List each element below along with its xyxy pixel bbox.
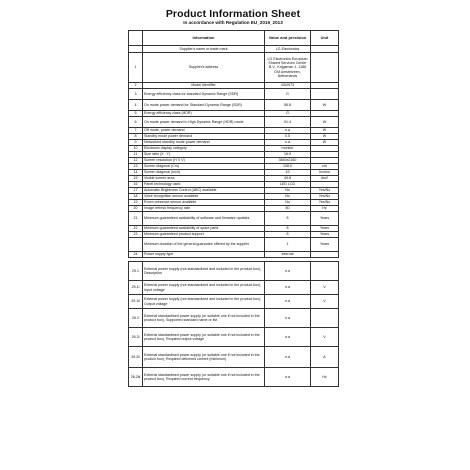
row-information: Supplier's name or trade mark [143, 46, 265, 53]
row-value: 8 [265, 226, 311, 232]
row-value: LG Electronics European Shared Services Center B.V., Krijgsman 1, 1186 DM Amstelveen, Netherlands [265, 53, 311, 83]
row-information: Off mode, power demand [143, 128, 265, 134]
row-information: Minimum duration of the general guarantee offered by the supplier [143, 238, 265, 252]
row-number: 14 [129, 170, 143, 176]
row-information: Standby mode power demand [143, 134, 265, 140]
row-information: Screen diagonal (Cm) [143, 164, 265, 170]
row-unit: cm [311, 164, 339, 170]
row-information: Networked standby mode power demand [143, 140, 265, 146]
row-information: Energy efficiency class (HDR) [143, 111, 265, 117]
row-value: 60 [265, 206, 311, 212]
row-information: Screen resolution (H X V) [143, 158, 265, 164]
row-information: On mode power demand for Standard Dynamic Range (SDR) [143, 100, 265, 111]
row-value: No [265, 194, 311, 200]
row-information: External standardised power supply (or suitable one if not included in the product box), Required current frequency [143, 368, 265, 387]
row-unit: Inches [311, 170, 339, 176]
row-value: 3840x2160 [265, 158, 311, 164]
row-value: LED LCD [265, 182, 311, 188]
row-value: n.a [265, 368, 311, 387]
row-number: 1 [129, 53, 143, 83]
row-unit: Years [311, 232, 339, 238]
table-row [129, 309, 339, 328]
row-information: External power supply (not standardized and included in the product box), Output voltage [143, 295, 265, 309]
table-row [129, 252, 339, 258]
row-unit [311, 309, 339, 328]
row-number: 5 [129, 111, 143, 117]
row-unit: Hz [311, 368, 339, 387]
row-value: n.a [265, 140, 311, 146]
row-value: internal [265, 252, 311, 258]
row-value: 8 [265, 212, 311, 226]
row-value: monitor [265, 146, 311, 152]
row-number: 8 [129, 134, 143, 140]
row-number: 10 [129, 146, 143, 152]
row-information: Room presence sensor available [143, 200, 265, 206]
row-value: G [265, 89, 311, 100]
row-information: Power supply type [143, 252, 265, 258]
row-information: External power supply (not standardized and included in the product box), Input voltage [143, 281, 265, 295]
row-information: Automatic Brightness Control (ABC) available [143, 188, 265, 194]
row-unit: Yes/No [311, 188, 339, 194]
row-value: 8 [265, 232, 311, 238]
row-value: 1 [265, 238, 311, 252]
row-number [129, 238, 143, 252]
row-information: Minimum guaranteed availability of software and firmware updates [143, 212, 265, 226]
table-row [129, 212, 339, 226]
row-number: 23 [129, 232, 143, 238]
info-table-power-supply [128, 261, 339, 387]
row-information: External power supply (not standardized and included in the product box), Description [143, 262, 265, 281]
row-number: 25.1ii [129, 295, 143, 309]
row-value: 108.0 [265, 164, 311, 170]
row-value: 43UN73 [265, 83, 311, 89]
row-information: Electronic display category [143, 146, 265, 152]
row-information: Image refresh frequency rate [143, 206, 265, 212]
sheet-title: Product Information Sheet [165, 8, 301, 20]
row-unit: V [311, 281, 339, 295]
row-number: 17 [129, 188, 143, 194]
row-value: 91.4 [265, 117, 311, 128]
row-unit: A [311, 347, 339, 368]
row-number: 12 [129, 158, 143, 164]
row-number: 25.1i [129, 281, 143, 295]
row-unit: V [311, 295, 339, 309]
row-value: No [265, 200, 311, 206]
row-unit: W [311, 100, 339, 111]
table-row [129, 281, 339, 295]
row-value: 0.5 [265, 134, 311, 140]
table-row [129, 46, 339, 53]
row-number: 21 [129, 212, 143, 226]
row-number: 26.2i [129, 328, 143, 347]
table-row [129, 368, 339, 387]
row-information: Screen diagonal (Inch) [143, 170, 265, 176]
table-row [129, 100, 339, 111]
row-number: 16 [129, 182, 143, 188]
row-unit: W [311, 140, 339, 146]
row-number: 7 [129, 128, 143, 134]
row-value: n.a [265, 262, 311, 281]
row-unit: W [311, 117, 339, 128]
row-number: 24 [129, 252, 143, 258]
row-value: n.a [265, 281, 311, 295]
product-information-sheet [128, 8, 338, 387]
row-unit [311, 89, 339, 100]
row-number: 18 [129, 194, 143, 200]
info-table-main [128, 30, 339, 258]
row-unit [311, 46, 339, 53]
row-value: G [265, 111, 311, 117]
row-unit: Yes/No [311, 194, 339, 200]
row-information: Minimum guaranteed availability of spare parts [143, 226, 265, 232]
row-number: 26.2ii [129, 347, 143, 368]
table-row [129, 89, 339, 100]
row-value: 49.8 [265, 176, 311, 182]
row-number: 9 [129, 140, 143, 146]
row-number: 6 [129, 117, 143, 128]
row-number: 3 [129, 89, 143, 100]
row-number: 15 [129, 176, 143, 182]
row-unit: Years [311, 212, 339, 226]
row-value: n.a [265, 309, 311, 328]
table-row [129, 328, 339, 347]
row-number: 26.2iii [129, 368, 143, 387]
table-row [129, 262, 339, 281]
header-value: Value and precision [265, 31, 311, 46]
header-unit: Unit [311, 31, 339, 46]
row-unit: Yes/No [311, 200, 339, 206]
row-unit: Hz [311, 206, 339, 212]
row-information: External standardised power supply (or suitable one if not included in the product box), Required delivered current (minimum) [143, 347, 265, 368]
row-value: n.a [265, 295, 311, 309]
table-row [129, 53, 339, 83]
row-information: Supplier's address [143, 53, 265, 83]
header-number-cell [129, 31, 143, 46]
row-number: 26.2 [129, 309, 143, 328]
row-unit: W [311, 128, 339, 134]
row-unit: dm2 [311, 176, 339, 182]
row-value: No [265, 188, 311, 194]
row-information: Voice recognition sensor available [143, 194, 265, 200]
row-number: 19 [129, 200, 143, 206]
row-number [129, 46, 143, 53]
row-unit: Years [311, 238, 339, 252]
table-row [129, 347, 339, 368]
row-information: External standardised power supply (or suitable one if not included in the product box), Supported standard name or list [143, 309, 265, 328]
row-unit: W [311, 134, 339, 140]
table-header-row [129, 31, 339, 46]
row-unit: V [311, 328, 339, 347]
row-information: Visible screen area [143, 176, 265, 182]
row-value: n.a [265, 347, 311, 368]
row-number: 4 [129, 100, 143, 111]
table-row [129, 117, 339, 128]
row-value: n.a [265, 128, 311, 134]
row-value: 56.8 [265, 100, 311, 111]
row-unit: Years [311, 226, 339, 232]
row-information: Panel technology used [143, 182, 265, 188]
row-value: n.a [265, 328, 311, 347]
row-value: 43 [265, 170, 311, 176]
row-number: 25.1 [129, 262, 143, 281]
table-row [129, 295, 339, 309]
row-information: On mode power demand in High Dynamic Range (HDR) mode [143, 117, 265, 128]
row-value: LG Electronics [265, 46, 311, 53]
header-information: Information [143, 31, 265, 46]
row-value: 16:9 [265, 152, 311, 158]
row-information: External standardised power supply (or suitable one if not included in the product box), Required output voltage [143, 328, 265, 347]
row-information: Size ratio (X : Y) [143, 152, 265, 158]
sheet-subtitle: In accordance with Regulation EU_2019_2013 [183, 20, 283, 25]
row-unit [311, 252, 339, 258]
row-number: 20 [129, 206, 143, 212]
table-row [129, 238, 339, 252]
row-unit [311, 53, 339, 83]
row-information: Minimum guaranteed product support [143, 232, 265, 238]
row-number: 22 [129, 226, 143, 232]
row-number: 2 [129, 83, 143, 89]
row-information: Energy efficiency class for standard Dynamic Range (SDR) [143, 89, 265, 100]
row-information: Model identifier [143, 83, 265, 89]
row-unit [311, 262, 339, 281]
row-number: 11 [129, 152, 143, 158]
row-number: 13 [129, 164, 143, 170]
